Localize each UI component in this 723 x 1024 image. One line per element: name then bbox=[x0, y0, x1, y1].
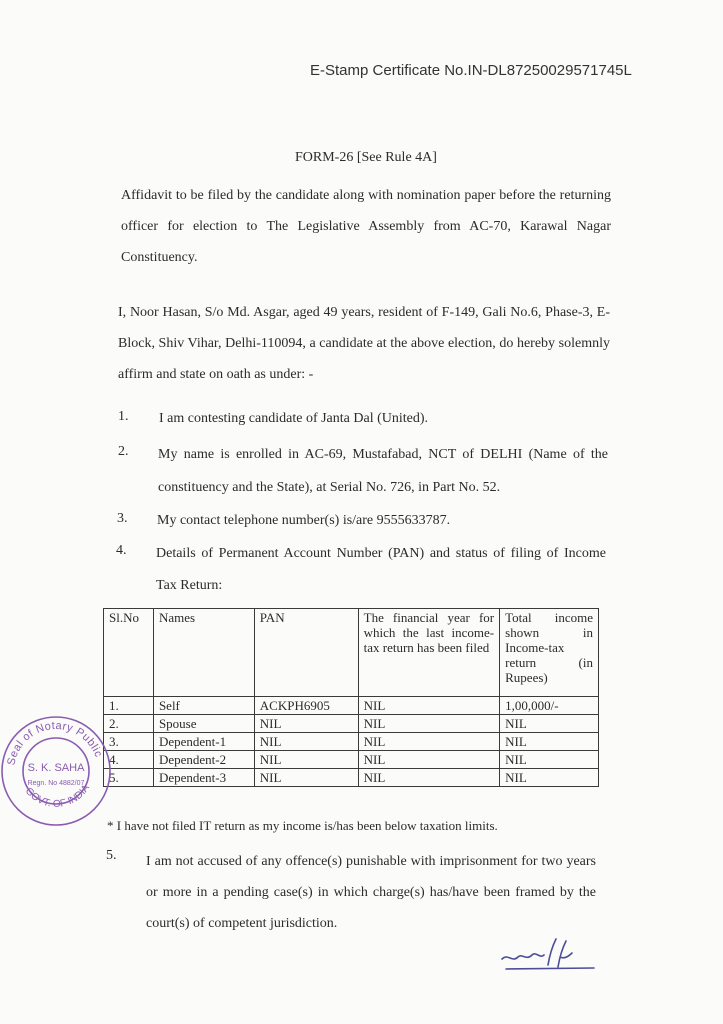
header-financial-year: The financial year for which the last income-tax return has been filed bbox=[358, 609, 500, 697]
table-row bbox=[104, 769, 599, 787]
cell-name: Dependent-1 bbox=[153, 733, 254, 751]
cell-name: Dependent-2 bbox=[153, 751, 254, 769]
notary-seal-stamp bbox=[0, 715, 112, 827]
cell-pan: ACKPH6905 bbox=[254, 697, 358, 715]
cell-total-income: 1,00,000/- bbox=[500, 697, 599, 715]
cell-pan: NIL bbox=[254, 733, 358, 751]
cell-sl-no: 4. bbox=[104, 751, 154, 769]
item-number: 1. bbox=[118, 409, 129, 424]
cell-total-income: NIL bbox=[500, 733, 599, 751]
cell-pan: NIL bbox=[254, 751, 358, 769]
cell-total-income: NIL bbox=[500, 769, 599, 787]
cell-total-income: NIL bbox=[500, 715, 599, 733]
cell-name: Spouse bbox=[153, 715, 254, 733]
cell-sl-no: 3. bbox=[104, 733, 154, 751]
cell-total-income: NIL bbox=[500, 751, 599, 769]
cell-financial-year: NIL bbox=[358, 697, 500, 715]
declaration-paragraph: I, Noor Hasan, S/o Md. Asgar, aged 49 years, resident of F-149, Gali No.6, Phase-3, E-Block, Shiv Vihar, Delhi-110094, a candidate at the above election, do hereby solemnly affirm and state on oath as under: - bbox=[118, 305, 610, 382]
table-row bbox=[104, 715, 599, 733]
header-pan: PAN bbox=[254, 609, 358, 697]
item-text: Details of Permanent Account Number (PAN) and status of filing of Income Tax Return: bbox=[156, 546, 606, 593]
cell-pan: NIL bbox=[254, 715, 358, 733]
cell-financial-year: NIL bbox=[358, 733, 500, 751]
cell-sl-no: 5. bbox=[104, 769, 154, 787]
pan-income-table bbox=[103, 608, 599, 787]
item-text: My name is enrolled in AC-69, Mustafabad, NCT of DELHI (Name of the constituency and the State), at Serial No. 726, in Part No. 52. bbox=[158, 447, 608, 495]
table-row bbox=[104, 733, 599, 751]
intro-paragraph: Affidavit to be filed by the candidate along with nomination paper before the returning officer for election to The Legislative Assembly from AC-70, Karawal Nagar Constituency. bbox=[121, 188, 611, 265]
estamp-certificate-number: E-Stamp Certificate No.IN-DL87250029571745L bbox=[310, 62, 632, 79]
cell-financial-year: NIL bbox=[358, 751, 500, 769]
svg-text:GOVT. OF INDIA: GOVT. OF INDIA bbox=[22, 782, 92, 810]
cell-name: Dependent-3 bbox=[153, 769, 254, 787]
item-number: 3. bbox=[117, 511, 128, 526]
svg-text:S. K. SAHA: S. K. SAHA bbox=[27, 762, 85, 774]
cell-name: Self bbox=[153, 697, 254, 715]
cell-pan: NIL bbox=[254, 769, 358, 787]
svg-text:Seal of Notary Public: Seal of Notary Public bbox=[5, 719, 105, 767]
item-text: I am not accused of any offence(s) punishable with imprisonment for two years or more in a pending case(s) in which charge(s) has/have been framed by the court(s) of competent jurisdiction. bbox=[146, 854, 596, 931]
svg-text:Regn. No 4882/07: Regn. No 4882/07 bbox=[27, 780, 85, 787]
table-header-row bbox=[104, 609, 599, 697]
footnote: * I have not filed IT return as my income is/has been below taxation limits. bbox=[107, 818, 498, 833]
item-number: 5. bbox=[106, 848, 117, 863]
cell-sl-no: 1. bbox=[104, 697, 154, 715]
item-text: My contact telephone number(s) is/are 9555633787. bbox=[157, 513, 451, 528]
table-row bbox=[104, 697, 599, 715]
cell-sl-no: 2. bbox=[104, 715, 154, 733]
header-total-income: Total income shown in Income-tax return (in Rupees) bbox=[500, 609, 599, 697]
cell-financial-year: NIL bbox=[358, 715, 500, 733]
header-names: Names bbox=[153, 609, 254, 697]
cell-financial-year: NIL bbox=[358, 769, 500, 787]
form-title: FORM-26 [See Rule 4A] bbox=[295, 150, 437, 165]
signature bbox=[498, 935, 598, 975]
table-row bbox=[104, 751, 599, 769]
item-text: I am contesting candidate of Janta Dal (United). bbox=[159, 411, 429, 426]
item-number: 4. bbox=[116, 543, 127, 558]
header-sl-no: Sl.No bbox=[104, 609, 154, 697]
item-number: 2. bbox=[118, 444, 129, 459]
